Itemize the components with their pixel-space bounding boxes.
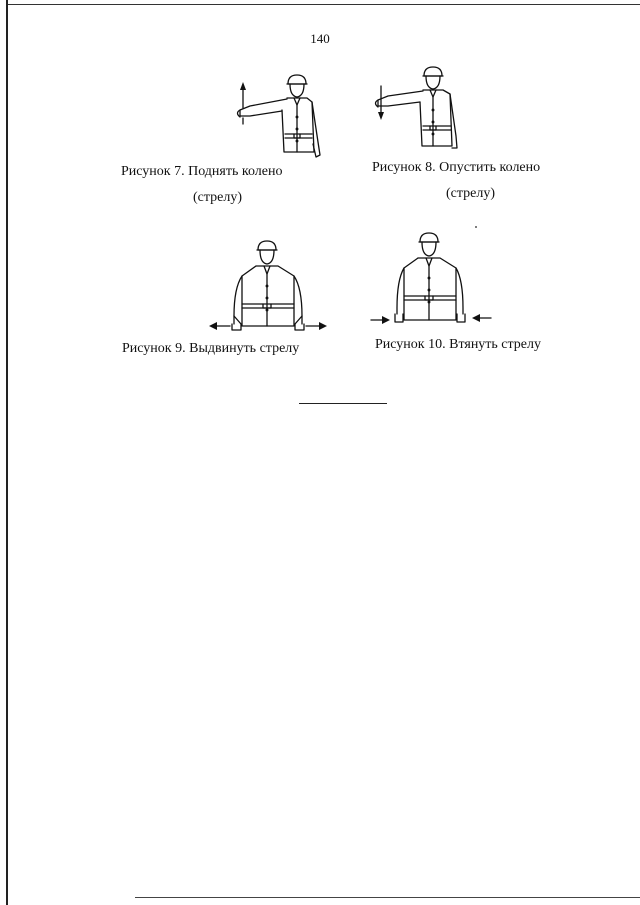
page-border-bottom xyxy=(135,897,640,898)
figure-7-caption: Рисунок 7. Поднять колено xyxy=(121,164,283,179)
figure-10-illustration xyxy=(367,228,497,328)
section-divider xyxy=(299,403,387,404)
figure-8-illustration xyxy=(372,64,472,154)
figure-7-caption-subline: (стрелу) xyxy=(193,190,243,205)
figure-9-caption: Рисунок 9. Выдвинуть стрелу xyxy=(122,341,300,356)
figure-10-caption: Рисунок 10. Втянуть стрелу xyxy=(375,337,542,352)
figure-7-illustration xyxy=(232,72,332,162)
page-number: 140 xyxy=(310,31,330,46)
figure-8-caption: Рисунок 8. Опустить колено xyxy=(372,160,541,175)
figure-9-illustration xyxy=(208,236,338,336)
figure-8-caption-subline: (стрелу) xyxy=(446,186,496,201)
page-border-top xyxy=(8,4,640,5)
page-border-left xyxy=(6,0,8,905)
